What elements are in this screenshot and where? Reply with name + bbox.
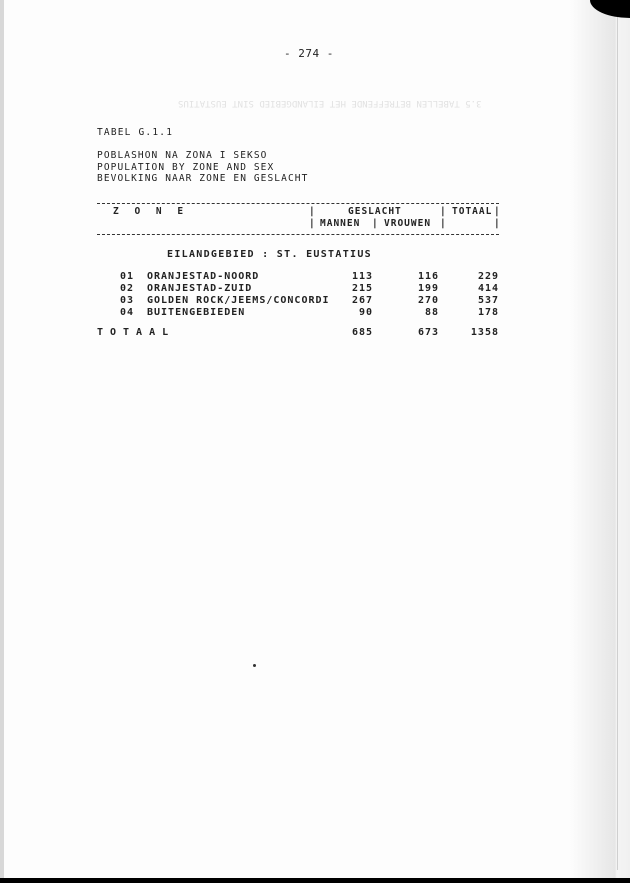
- header-mannen: MANNEN: [320, 218, 361, 229]
- title-english: POPULATION BY ZONE AND SEX: [97, 161, 275, 173]
- total-mannen: 685: [351, 327, 373, 338]
- zone-name: ORANJESTAD-ZUID: [147, 283, 253, 294]
- title-dutch: BEVOLKING NAAR ZONE EN GESLACHT: [97, 173, 309, 184]
- header-top-rule: [97, 203, 499, 204]
- total-row: [97, 327, 499, 339]
- total-vrouwen: 673: [417, 327, 439, 338]
- value-vrouwen: 199: [417, 283, 439, 294]
- header-sep-4: |: [309, 218, 316, 229]
- page-fold-line: [617, 10, 618, 870]
- table-row: [97, 307, 499, 319]
- zone-name: GOLDEN ROCK/JEEMS/CONCORDI: [147, 295, 330, 306]
- zone-name: ORANJESTAD-NOORD: [147, 271, 260, 282]
- header-sep-6: |: [440, 218, 447, 229]
- header-geslacht: GESLACHT: [348, 206, 402, 217]
- zone-code: 03: [120, 295, 135, 306]
- zone-code: 01: [120, 271, 135, 282]
- value-totaal: 414: [477, 283, 499, 294]
- header-vrouwen: VROUWEN: [384, 218, 432, 229]
- bleed-through-heading: 3.5 TABELLEN BETREFFENDE HET EILANDGEBIED SINT EUSTATIUS: [178, 98, 482, 108]
- header-sep-3: |: [494, 206, 501, 217]
- ink-speck: [253, 664, 256, 667]
- total-totaal: 1358: [470, 327, 499, 338]
- value-totaal: 537: [477, 295, 499, 306]
- header-sep-5: |: [372, 218, 379, 229]
- header-sep-7: |: [494, 218, 501, 229]
- value-vrouwen: 116: [417, 271, 439, 282]
- value-vrouwen: 88: [424, 307, 439, 318]
- header-zone: Z O N E: [113, 206, 189, 217]
- table-row: [97, 271, 499, 283]
- zone-name: BUITENGEBIEDEN: [147, 307, 246, 318]
- table-titles: [97, 150, 308, 185]
- page-binding-shadow: [570, 0, 630, 878]
- title-papiamentu: POBLASHON NA ZONA I SEKSO: [97, 150, 268, 161]
- page-left-edge: [0, 0, 4, 878]
- zone-code: 02: [120, 283, 135, 294]
- table-label: TABEL G.1.1: [97, 127, 174, 138]
- page-number: - 274 -: [284, 47, 334, 60]
- section-title: EILANDGEBIED : ST. EUSTATIUS: [167, 249, 372, 260]
- value-mannen: 113: [351, 271, 373, 282]
- header-bottom-rule: [97, 234, 499, 235]
- header-totaal: TOTAAL: [452, 206, 493, 217]
- value-mannen: 215: [351, 283, 373, 294]
- value-mannen: 90: [358, 307, 373, 318]
- table-row: [97, 283, 499, 295]
- value-totaal: 178: [477, 307, 499, 318]
- header-sep-1: |: [309, 206, 316, 217]
- total-label: TOTAAL: [97, 327, 176, 338]
- header-sep-2: |: [440, 206, 447, 217]
- value-mannen: 267: [351, 295, 373, 306]
- zone-code: 04: [120, 307, 135, 318]
- value-totaal: 229: [477, 271, 499, 282]
- value-vrouwen: 270: [417, 295, 439, 306]
- table-row: [97, 295, 499, 307]
